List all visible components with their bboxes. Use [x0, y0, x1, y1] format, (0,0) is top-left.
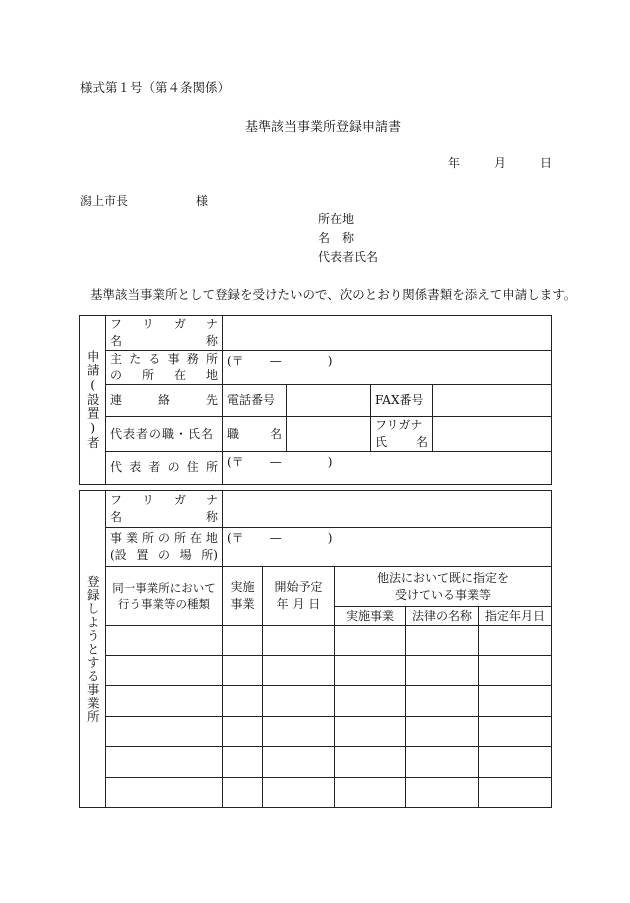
table-cell[interactable] [223, 686, 263, 716]
applicant-name-field[interactable] [223, 316, 552, 351]
applicant-rep-name-label: フリガナ 氏 名 [371, 417, 433, 452]
table-cell[interactable] [406, 686, 479, 716]
date-month: 月 [494, 156, 507, 170]
applicant-phone-field[interactable] [287, 385, 371, 417]
applicant-position-field[interactable] [287, 417, 371, 452]
table-cell[interactable] [335, 656, 406, 686]
table-row [80, 716, 552, 746]
table-row [80, 656, 552, 686]
table-cell[interactable] [479, 686, 552, 716]
table-cell[interactable] [263, 686, 335, 716]
date-year: 年 [448, 156, 461, 170]
facility-col-type: 同一事業所において 行う事業等の種類 [106, 566, 223, 625]
facility-location-field[interactable]: (〒 — ) [223, 528, 552, 566]
applicant-table [79, 315, 552, 485]
table-cell[interactable] [263, 716, 335, 746]
applicant-rep-address-field[interactable]: (〒 — ) [223, 451, 552, 484]
applicant-furigana-name-label: フ リ ガ ナ 名 称 [106, 316, 223, 351]
table-cell[interactable] [263, 777, 335, 807]
addressee-honorific: 様 [196, 194, 209, 208]
table-row [80, 747, 552, 777]
table-cell[interactable] [335, 777, 406, 807]
table-cell[interactable] [106, 686, 223, 716]
table-cell[interactable] [406, 777, 479, 807]
applicant-rep-address-label: 代 表 者 の 住 所 [106, 451, 223, 484]
form-number: 様式第１号（第４条関係） [80, 80, 231, 95]
table-cell[interactable] [335, 625, 406, 655]
table-cell[interactable] [479, 747, 552, 777]
table-row [80, 625, 552, 655]
facility-location-label: 事 業 所 の 所 在 地 (設 置 の 場 所) [106, 528, 223, 566]
table-cell[interactable] [406, 747, 479, 777]
addressee-name: 潟上市長 [80, 194, 129, 208]
applicant-position-label: 職 名 [223, 417, 287, 452]
facility-side-label-cell [80, 491, 106, 808]
table-cell[interactable] [106, 716, 223, 746]
table-cell[interactable] [223, 656, 263, 686]
applicant-contact-label: 連 絡 先 [106, 385, 223, 417]
table-cell[interactable] [223, 777, 263, 807]
applicant-phone-label: 電話番号 [223, 385, 287, 417]
applicant-side-label-cell [80, 316, 106, 485]
table-row [80, 686, 552, 716]
facility-sub-date: 指定年月日 [479, 607, 552, 625]
table-cell[interactable] [223, 716, 263, 746]
statement: 基準該当事業所として登録を受けたいので、次のとおり関係書類を添えて申請します。 [90, 287, 577, 302]
applicant-fax-label: FAX番号 [371, 385, 433, 417]
table-cell[interactable] [223, 625, 263, 655]
facility-sub-law: 法律の名称 [406, 607, 479, 625]
document-title: 基準該当事業所登録申請書 [245, 120, 402, 135]
table-cell[interactable] [106, 656, 223, 686]
table-cell[interactable] [263, 747, 335, 777]
table-cell[interactable] [479, 777, 552, 807]
applicant-rep-title-label: 代表者の職・氏名 [106, 417, 223, 452]
facility-col-impl: 実施 事業 [223, 566, 263, 625]
table-cell[interactable] [263, 656, 335, 686]
applicant-rep-name-field[interactable] [433, 417, 552, 452]
table-cell[interactable] [335, 747, 406, 777]
table-cell[interactable] [479, 716, 552, 746]
table-cell[interactable] [106, 747, 223, 777]
table-row [80, 777, 552, 807]
facility-furigana-name-label: フ リ ガ ナ 名 称 [106, 491, 223, 528]
facility-side-label: 登録しようとする事業所 [85, 574, 101, 724]
facility-table [79, 490, 552, 808]
table-cell[interactable] [479, 656, 552, 686]
table-cell[interactable] [406, 716, 479, 746]
table-cell[interactable] [335, 716, 406, 746]
facility-name-field[interactable] [223, 491, 552, 528]
facility-sub-impl: 実施事業 [335, 607, 406, 625]
applicant-rep-label: 代表者氏名 [318, 250, 379, 264]
applicant-location-label: 所在地 [318, 212, 355, 226]
applicant-office-field[interactable]: (〒 — ) [223, 350, 552, 385]
table-cell[interactable] [406, 625, 479, 655]
applicant-name-label: 名 称 [318, 231, 355, 245]
facility-col-other: 他法において既に指定を 受けている事業等 [335, 566, 552, 607]
applicant-fax-field[interactable] [433, 385, 552, 417]
applicant-office-label: 主 た る 事 務 所 の 所 在 地 [106, 350, 223, 385]
table-cell[interactable] [479, 625, 552, 655]
table-cell[interactable] [106, 777, 223, 807]
table-cell[interactable] [263, 625, 335, 655]
table-cell[interactable] [106, 625, 223, 655]
applicant-side-label: 申請(設置)者 [85, 350, 101, 450]
facility-col-start: 開始予定 年 月 日 [263, 566, 335, 625]
table-cell[interactable] [335, 686, 406, 716]
date-day: 日 [540, 156, 553, 170]
table-cell[interactable] [406, 656, 479, 686]
table-cell[interactable] [223, 747, 263, 777]
